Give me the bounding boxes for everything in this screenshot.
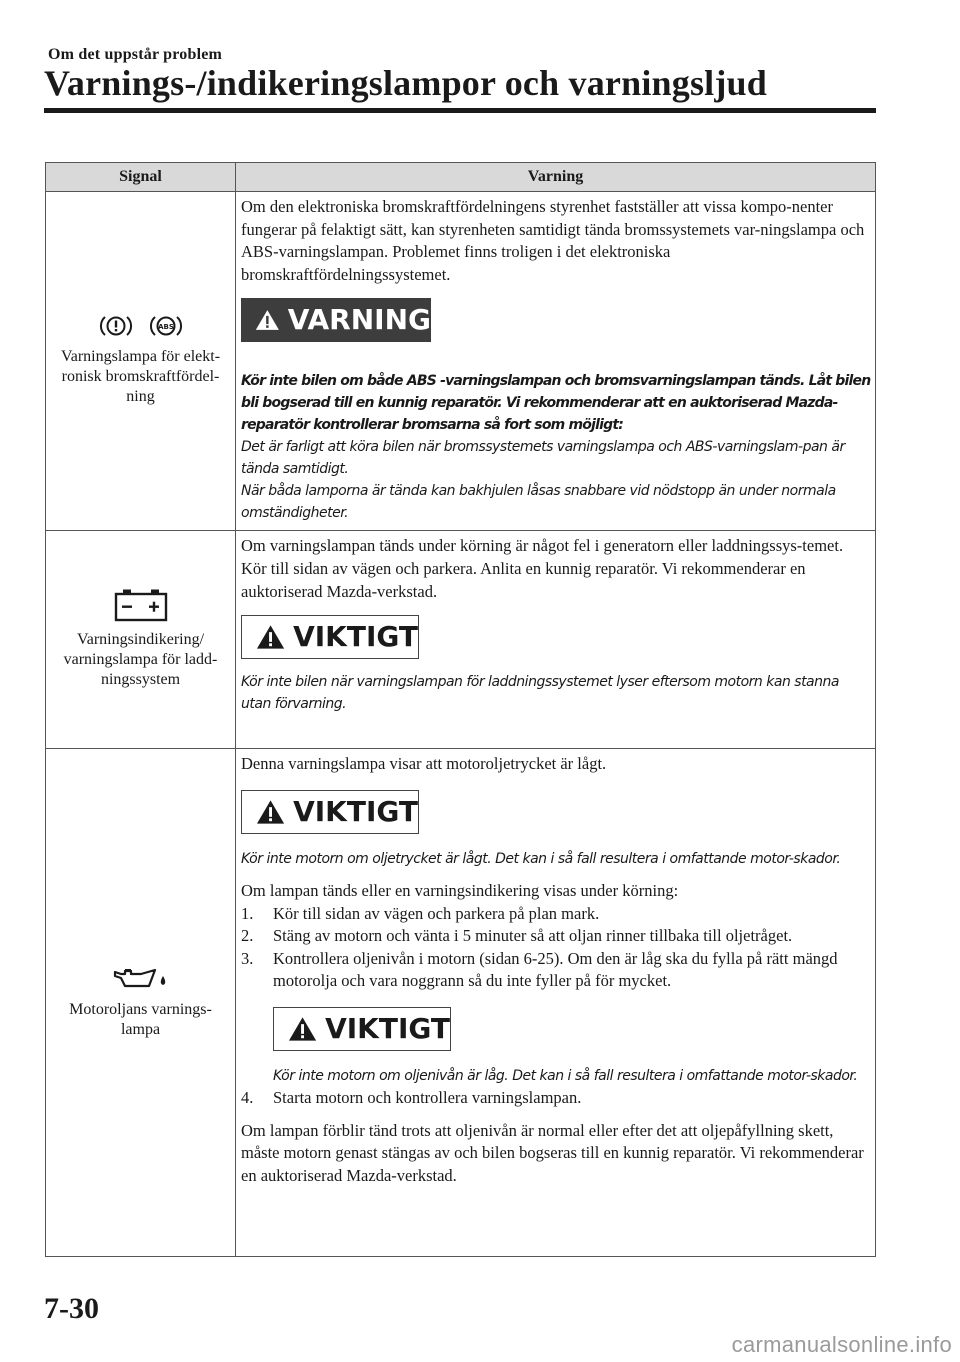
step-number: 3. bbox=[241, 948, 254, 968]
warning-cell bbox=[236, 192, 876, 531]
warning-note: När båda lamporna är tända kan bakhjulen låsas snabbare vid nödstopp än under normala omständigheter. bbox=[241, 483, 836, 522]
warning-intro: Kör till sidan av vägen och parkera. Anlita en kunnig reparatör. Vi rekommenderar en auktoriserad Mazda-verkstad. bbox=[241, 558, 806, 601]
list-item bbox=[241, 903, 871, 926]
signal-label: Varningslampa för elekt-ronisk bromskraftfördel-ning bbox=[60, 348, 221, 406]
steps-list bbox=[241, 1087, 871, 1110]
step-text: Starta motorn och kontrollera varningslampan. bbox=[273, 1087, 582, 1107]
abs-icon bbox=[149, 313, 183, 339]
signal-cell bbox=[46, 749, 236, 1257]
warning-note-bold: Kör inte bilen om både ABS -varningslampan och bromsvarningslampan tänds. Låt bilen bli bogserad till en kunnig reparatör. Vi rekommenderar att en auktoriserad Mazda- reparatör kontrollerar bromsarna så fort som möjligt: bbox=[241, 373, 871, 434]
viktigt-badge-label: VIKTIGT bbox=[293, 794, 418, 828]
warning-triangle-icon bbox=[288, 1015, 317, 1043]
warning-intro: Om varningslampan tänds under körning är något fel i generatorn eller laddningssys-temet. bbox=[241, 536, 844, 556]
viktigt-badge-label: VIKTIGT bbox=[293, 619, 418, 653]
list-item bbox=[241, 925, 871, 948]
viktigt-badge-label: VIKTIGT bbox=[325, 1011, 450, 1045]
sub-warning-block bbox=[273, 1007, 871, 1087]
warning-intro: Denna varningslampa visar att motoroljetrycket är lågt. bbox=[241, 754, 607, 774]
title-rule bbox=[44, 108, 876, 113]
column-header-signal: Signal bbox=[46, 163, 236, 192]
step-number: 4. bbox=[241, 1087, 254, 1107]
step-text: Kontrollera oljenivån i motorn (sidan 6-25). Om den är låg ska du fylla på rätt mängd motorolja och vara noggrann så du inte fyller på för mycket. bbox=[273, 948, 838, 991]
warning-outro: Om lampan förblir tänd trots att oljenivån är normal eller efter det att oljepåfyllning skett, måste motorn genast stängas av och bilen bogseras till en kunnig reparatör. Vi rekommenderar en auktoriserad Mazda-verkstad. bbox=[241, 1120, 864, 1185]
warning-note: Kör inte motorn om oljenivån är låg. Det kan i så fall resultera i omfattande motor-skador. bbox=[273, 1067, 858, 1084]
warning-note: Kör inte motorn om oljetrycket är lågt. Det kan i så fall resultera i omfattande motor-skador. bbox=[241, 850, 841, 867]
table-row bbox=[46, 749, 876, 1257]
section-heading: Om det uppstår problem bbox=[48, 46, 223, 63]
warning-note: Det är farligt att köra bilen när bromssystemets varningslampa och ABS-varningslam-pan är tända samtidigt. bbox=[241, 439, 845, 478]
varning-badge bbox=[241, 298, 431, 342]
step-text: Kör till sidan av vägen och parkera på plan mark. bbox=[273, 903, 600, 923]
warning-intro: Om den elektroniska bromskraftfördelningens styrenhet fastställer att vissa kompo-nenter fungerar på felaktigt sätt, kan styrenheten samtidigt tända bromssystemets var-ningslampa och ABS-varningslampan. Problemet finns troligen i det elektroniska bromskraftfördelningssystemet. bbox=[241, 197, 865, 284]
warning-cell bbox=[236, 531, 876, 749]
table-header-row bbox=[46, 163, 876, 192]
step-text: Stäng av motorn och vänta i 5 minuter så att oljan rinner tillbaka till oljetråget. bbox=[273, 926, 793, 946]
warning-note: Kör inte bilen när varningslampan för laddningssystemet lyser eftersom motorn kan stanna utan förvarning. bbox=[241, 674, 839, 713]
varning-badge-label: VARNING bbox=[287, 303, 431, 337]
steps-intro: Om lampan tänds eller en varningsindikering visas under körning: bbox=[241, 880, 679, 900]
viktigt-badge bbox=[241, 790, 419, 834]
warning-triangle-icon bbox=[256, 623, 285, 651]
signal-cell bbox=[46, 531, 236, 749]
table-row bbox=[46, 531, 876, 749]
warning-triangle-icon bbox=[255, 306, 280, 334]
steps-list bbox=[241, 903, 871, 993]
table-row bbox=[46, 192, 876, 531]
signal-label: Motoroljans varnings-lampa bbox=[69, 1000, 212, 1038]
step-number: 2. bbox=[241, 926, 254, 946]
viktigt-badge bbox=[273, 1007, 451, 1051]
svg-text:ABS: ABS bbox=[157, 322, 174, 331]
column-header-warning: Varning bbox=[236, 163, 876, 192]
page-number: 7-30 bbox=[44, 1292, 99, 1325]
step-number: 1. bbox=[241, 903, 254, 923]
signal-label: Varningsindikering/ varningslampa för ladd-ningssystem bbox=[63, 630, 218, 688]
viktigt-badge bbox=[241, 615, 419, 659]
oil-can-icon bbox=[111, 964, 171, 992]
watermark: carmanualsonline.info bbox=[731, 1332, 952, 1357]
battery-icon bbox=[114, 588, 168, 622]
signal-cell bbox=[46, 192, 236, 531]
list-item bbox=[241, 948, 871, 993]
warning-triangle-icon bbox=[256, 798, 285, 826]
page-title: Varnings-/indikeringslampor och varningsljud bbox=[44, 63, 767, 103]
warning-cell bbox=[236, 749, 876, 1257]
list-item bbox=[241, 1087, 871, 1110]
brake-warning-icon bbox=[99, 313, 133, 339]
warning-table bbox=[45, 162, 876, 1257]
